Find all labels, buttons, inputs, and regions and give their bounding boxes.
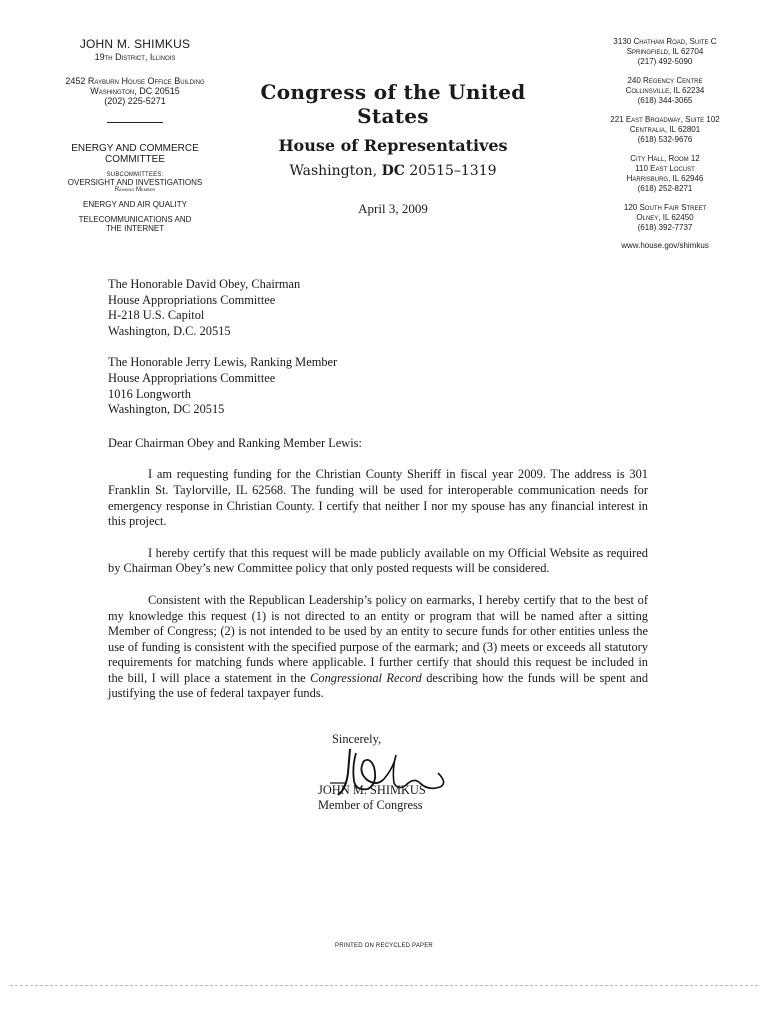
office-line: City Hall, Room 12 <box>630 154 700 163</box>
office-line: 110 East Locust <box>635 164 695 173</box>
paragraph-text: describing how the funds will be spent and justifying the use of federal taxpayer funds. <box>108 670 649 701</box>
subcommittee-oversight: OVERSIGHT AND INVESTIGATIONS <box>67 178 203 187</box>
address-line: The Honorable David Obey, Chairman <box>108 277 301 291</box>
member-name: JOHN M. SHIMKUS <box>79 37 191 51</box>
dc-office-line: Washington, DC 20515 <box>90 86 180 96</box>
district-office <box>590 115 740 145</box>
letter-body <box>108 277 648 702</box>
subcommittee-telecom-line: TELECOMMUNICATIONS AND <box>78 215 192 224</box>
subcommittee-telecom <box>40 215 230 233</box>
committee-name <box>40 143 230 165</box>
paragraph-text: Consistent with the Republican Leadership’s policy on earmarks, I hereby certify that to the best of my knowledge this request (1) is not directed to an entity or program that will be named after a sitting Member of Congress; (2) is not intended to be used by an entity to secure funds for other entities unless the use of funding is consistent with the specified purpose of the earmark; and (3) meets or exceeds all statutory requirements for matching funds where applicable. I further certify that should this request be included in the bill, I will place a statement in the <box>108 592 648 685</box>
subcommittees-heading: SUBCOMMITTEES: <box>106 172 164 178</box>
congressional-record-title: Congressional Record <box>310 670 422 685</box>
office-line: Centralia, IL 62801 <box>629 125 701 134</box>
dc-office-address <box>40 76 230 106</box>
letterhead-center <box>228 80 558 217</box>
congress-title: Congress of the United States <box>260 80 526 128</box>
office-line: 240 Regency Centre <box>627 76 703 85</box>
address-line: The Honorable Jerry Lewis, Ranking Member <box>108 355 338 370</box>
district-office <box>590 76 740 106</box>
office-line: 3130 Chatham Road, Suite C <box>613 37 717 46</box>
district-office <box>590 203 740 233</box>
recipient-address <box>108 355 648 417</box>
recipient-address <box>108 277 648 339</box>
closing: Sincerely, <box>332 732 382 746</box>
district-line: 19th District, Illinois <box>94 52 176 62</box>
house-title: House of Representatives <box>278 136 508 155</box>
paragraph-website: I hereby certify that this request will be made publicly available on my Official Website as required by Chairman Obey’s new Committee policy that only posted requests will be considered. <box>108 545 648 576</box>
city-zip: 20515–1319 <box>404 163 497 179</box>
office-line: Springfield, IL 62704 <box>626 47 704 56</box>
office-phone: (217) 492-5090 <box>637 57 693 66</box>
scan-edge-line <box>10 985 758 986</box>
letterhead-left-column <box>40 37 230 233</box>
address-line: H-218 U.S. Capitol <box>108 308 205 323</box>
office-line: 221 East Broadway, Suite 102 <box>610 115 720 124</box>
city-line <box>228 163 558 179</box>
paragraph-request: I am requesting funding for the Christian County Sheriff in fiscal year 2009. The address is 301 Franklin St. Taylorville, IL 62568. The funding will be used for interoperable communication needs for emergency response in Christian County. I certify that neither I nor my spouse has any financial interest in this project. <box>108 467 648 529</box>
dc-office-line: 2452 Rayburn House Office Building <box>65 76 205 86</box>
signature-block <box>318 732 518 813</box>
address-line: 1016 Longworth <box>108 386 191 401</box>
office-phone: (618) 392-7737 <box>637 223 693 232</box>
city-name: Washington, <box>289 163 382 179</box>
letter-date: April 3, 2009 <box>358 201 428 216</box>
divider-rule <box>107 122 163 123</box>
address-line: Washington, DC 20515 <box>108 402 225 417</box>
office-phone: (618) 252-8271 <box>637 184 693 193</box>
signer-name: JOHN M. SHIMKUS <box>318 783 426 797</box>
district-office <box>590 154 740 194</box>
office-line: Collinsville, IL 62234 <box>625 86 705 95</box>
office-phone: (618) 344-3065 <box>637 96 693 105</box>
subcommittee-energy: ENERGY AND AIR QUALITY <box>83 200 187 209</box>
office-line: 120 South Fair Street <box>623 203 707 212</box>
address-line: House Appropriations Committee <box>108 292 276 307</box>
paragraph-certification <box>108 593 648 702</box>
district-office <box>590 37 740 67</box>
office-phone: (618) 532-9676 <box>637 135 693 144</box>
city-dc: DC <box>381 163 405 179</box>
website-address: www.house.gov/shimkus <box>621 241 709 250</box>
recycled-paper-notice: PRINTED ON RECYCLED PAPER <box>335 943 433 949</box>
office-line: Harrisburg, IL 62946 <box>626 174 704 183</box>
signer-title: Member of Congress <box>318 798 423 812</box>
ranking-member-note: Ranking Member <box>114 187 156 193</box>
letterhead-right-column <box>590 37 740 250</box>
committee-line: COMMITTEE <box>105 154 165 165</box>
address-line: House Appropriations Committee <box>108 370 276 385</box>
dc-office-phone: (202) 225-5271 <box>104 96 166 106</box>
office-line: Olney, IL 62450 <box>636 213 694 222</box>
address-line: Washington, D.C. 20515 <box>108 323 231 338</box>
committee-line: ENERGY AND COMMERCE <box>71 143 199 154</box>
subcommittee-telecom-line: THE INTERNET <box>105 224 165 233</box>
salutation: Dear Chairman Obey and Ranking Member Lewis: <box>108 435 362 450</box>
